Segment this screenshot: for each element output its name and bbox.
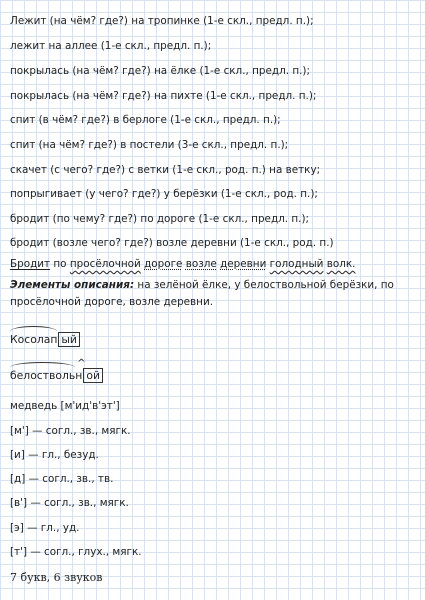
circumstance-preposition: возле bbox=[185, 258, 217, 270]
predicate-word: Бродит bbox=[10, 258, 51, 270]
text-line-6: спит (на чём? где?) в постели (3-е скл., предл. п.); bbox=[10, 139, 289, 151]
definition-word-2: голодный bbox=[269, 258, 324, 270]
text-line-10: бродит (возле чего? где?) возле деревни (1-е скл., род. п.) bbox=[10, 237, 334, 249]
phonetic-row: [и] — гл., безуд. bbox=[10, 449, 99, 461]
definition-word: просёлочной bbox=[69, 258, 141, 270]
preposition-word: по bbox=[53, 258, 67, 270]
morpheme-parse-2 bbox=[10, 368, 103, 383]
root-part: Косолап bbox=[10, 333, 58, 346]
subject-word: волк. bbox=[326, 258, 356, 270]
root-part-2: белостволь bbox=[10, 369, 76, 382]
text-line-9: бродит (по чему? где?) по дороге (1-е скл., предл. п.); bbox=[10, 213, 310, 225]
text-line-1: Лежит (на чём? где?) на тропинке (1-е скл., предл. п.); bbox=[10, 15, 314, 27]
morpheme-parse-1 bbox=[10, 332, 80, 347]
circumstance-word-2: деревни bbox=[220, 258, 267, 270]
text-line-8: попрыгивает (у чего? где?) у берёзки (1-е скл., род. п.); bbox=[10, 188, 318, 200]
suffix-part: ^ н bbox=[75, 369, 82, 382]
phonetic-row: [м'] — согл., зв., мягк. bbox=[10, 425, 131, 437]
circumstance-word: дороге bbox=[144, 258, 183, 270]
text-line-2: лежит на аллее (1-е скл., предл. п.); bbox=[10, 40, 212, 52]
phonetic-row: [д] — согл., зв., тв. bbox=[10, 473, 114, 485]
phonetic-summary: 7 букв, 6 звуков bbox=[10, 571, 103, 584]
text-line-3: покрылась (на чём? где?) на ёлке (1-е скл., предл. п.); bbox=[10, 65, 310, 77]
description-label: Элементы описания: bbox=[10, 279, 135, 291]
phonetic-row: [т'] — согл., глух., мягк. bbox=[10, 546, 142, 558]
phonetic-row: [э] — гл., уд. bbox=[10, 522, 80, 534]
description-text: на зелёной ёлке, у белоствольной берёзки, по просёлочной дороге, возле деревни. bbox=[10, 279, 394, 308]
description-elements bbox=[10, 277, 415, 311]
text-line-5: спит (в чём? где?) в берлоге (1-е скл., предл. п.); bbox=[10, 114, 281, 126]
ending-part-2: ой bbox=[83, 368, 103, 383]
parsed-sentence bbox=[10, 258, 355, 271]
text-line-7: скачет (с чего? где?) с ветки (1-е скл., род. п.) на ветку; bbox=[10, 164, 321, 176]
phonetic-row: [в'] — согл., зв., мягк. bbox=[10, 497, 129, 509]
phonetic-word: медведь [м'ид'в'эт'] bbox=[10, 400, 120, 412]
ending-part: ый bbox=[58, 332, 80, 347]
text-line-4: покрылась (на чём? где?) на пихте (1-е скл., предл. п.); bbox=[10, 90, 317, 102]
